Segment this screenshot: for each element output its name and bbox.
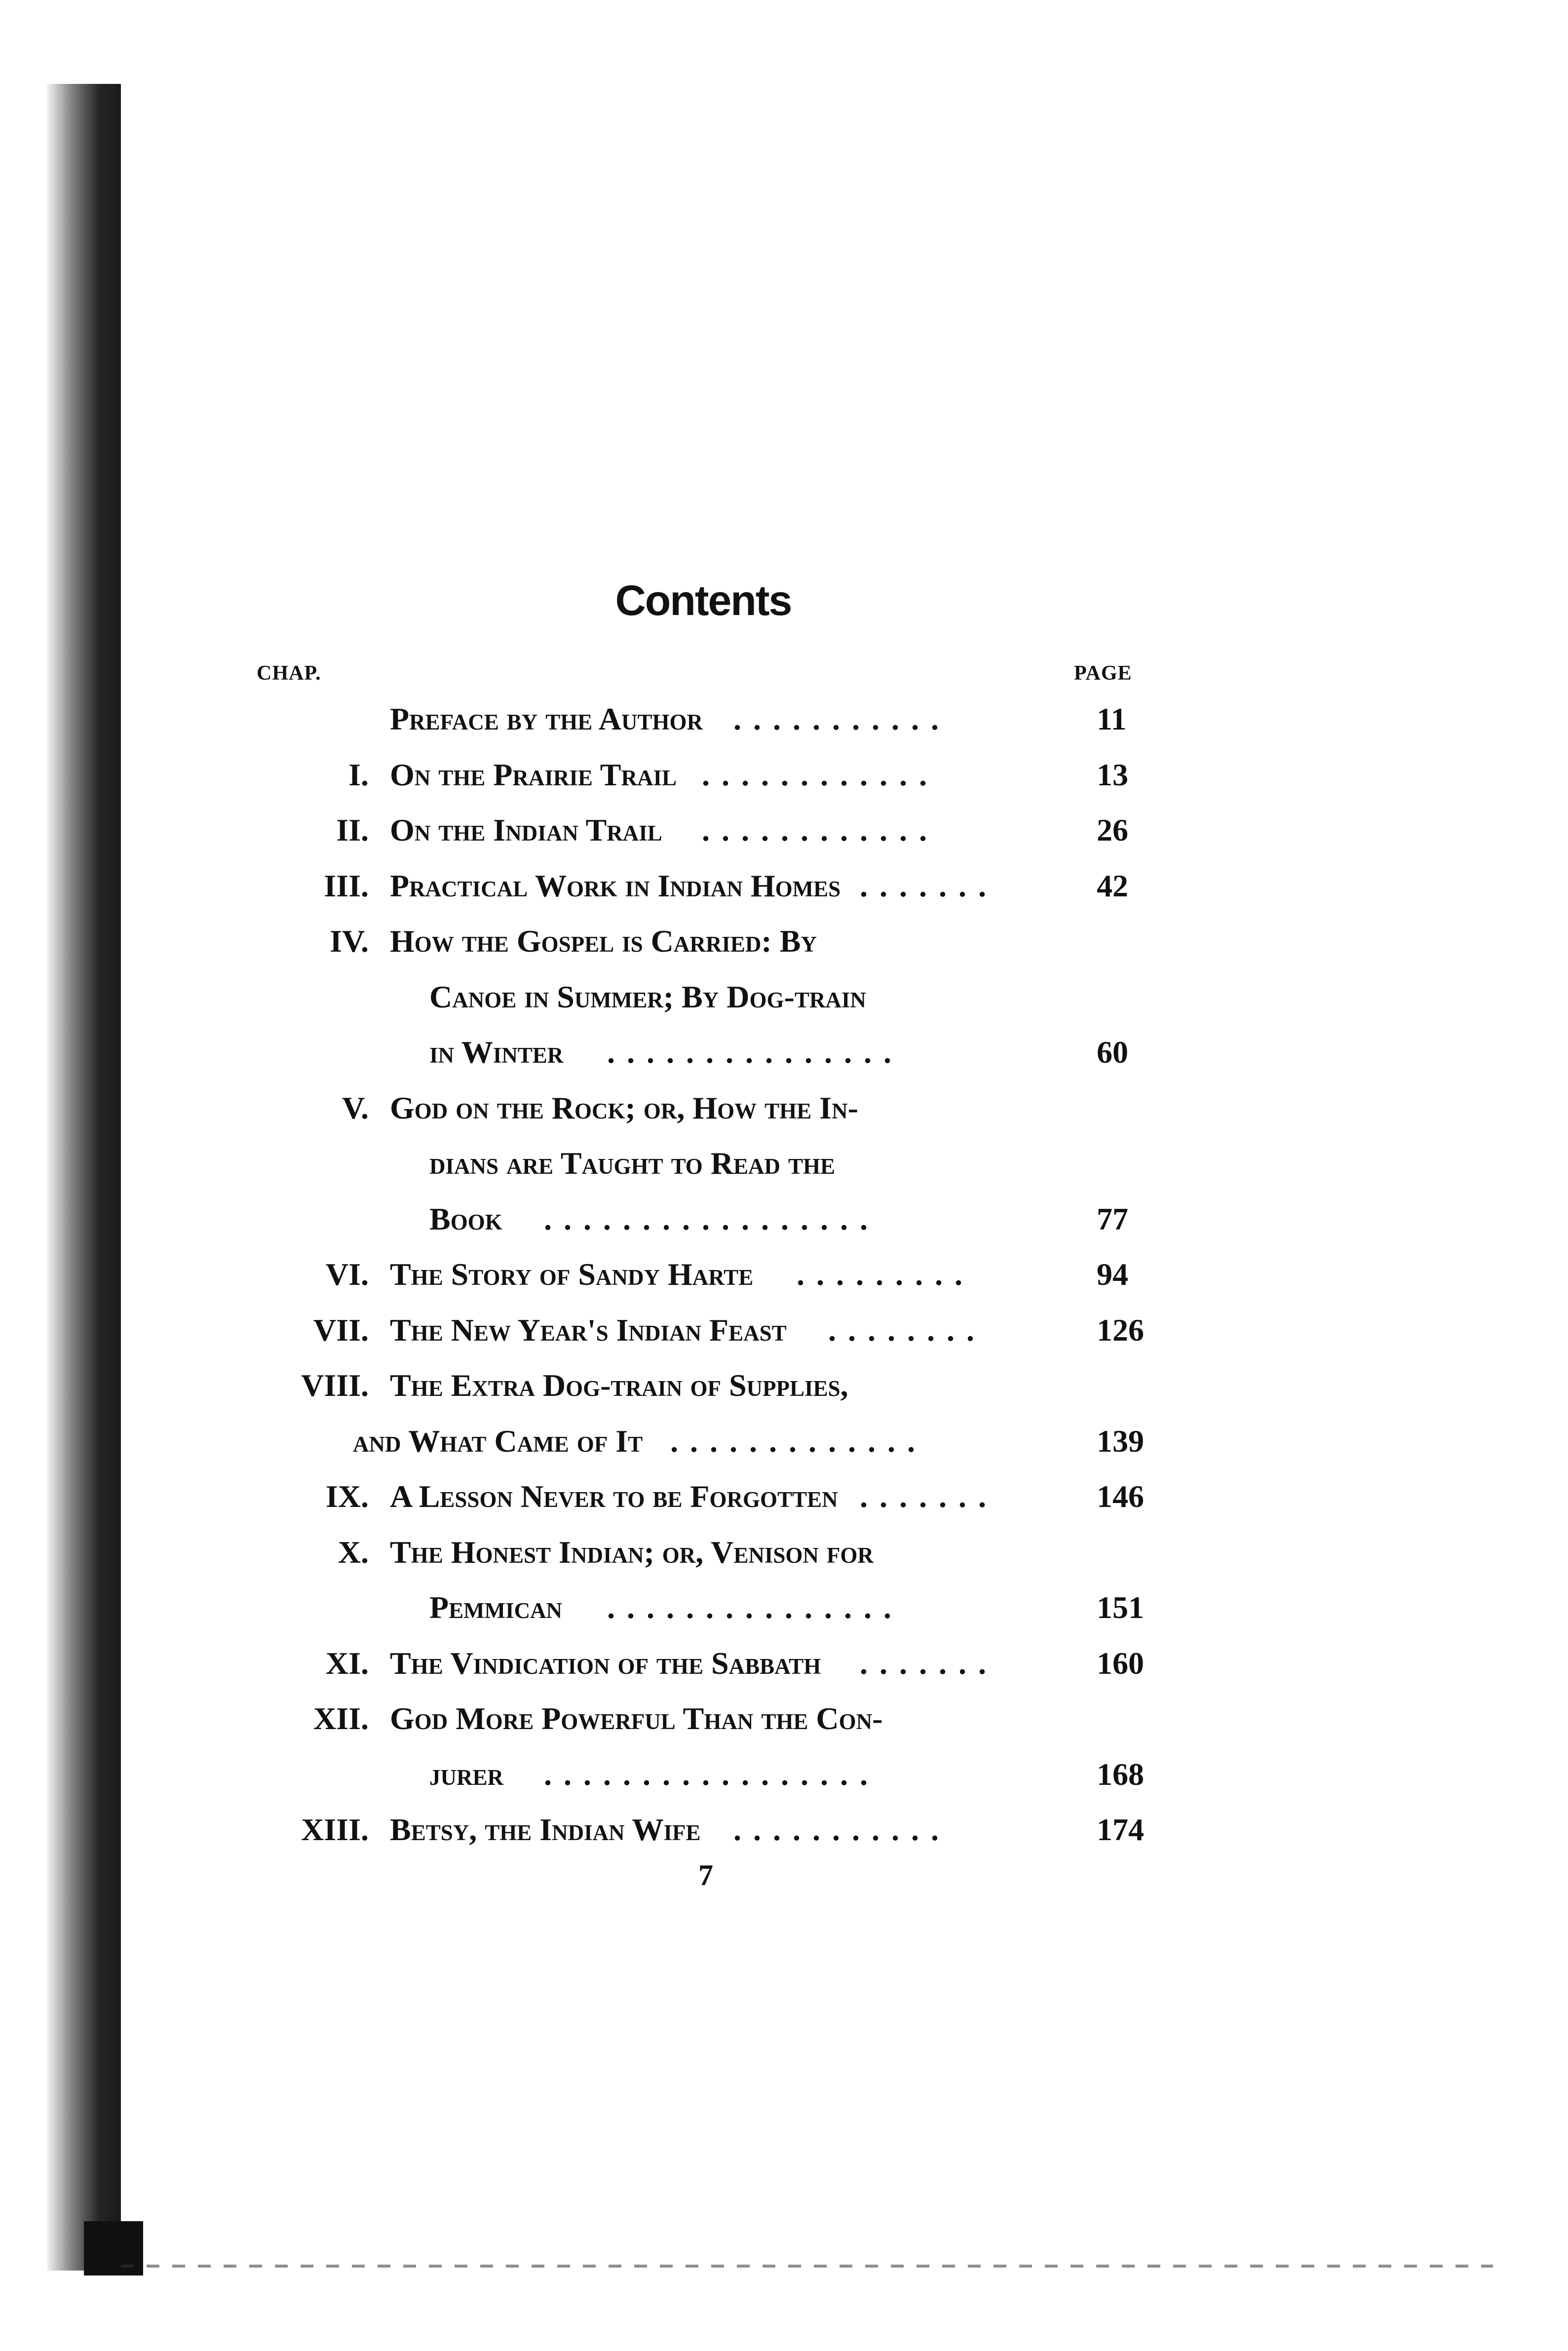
page-folio: 7 bbox=[698, 1859, 713, 1891]
chapter-title-line: Preface by the Author bbox=[390, 701, 703, 736]
page-number: 160 bbox=[1097, 1645, 1144, 1681]
chapter-number: V. bbox=[342, 1090, 369, 1125]
chapter-title-line: The Story of Sandy Harte bbox=[390, 1257, 754, 1292]
chapter-title-line: and What Came of It bbox=[353, 1423, 643, 1459]
leader-dots: ................. bbox=[544, 1201, 880, 1236]
chapter-title-line: in Winter bbox=[429, 1035, 564, 1070]
toc-line bbox=[0, 1201, 1568, 1250]
toc-line bbox=[0, 923, 1568, 972]
toc-line bbox=[0, 1312, 1568, 1361]
chapter-title-line: God More Powerful Than the Con- bbox=[390, 1701, 883, 1736]
chapter-title-line: Canoe in Summer; By Dog-train bbox=[429, 979, 866, 1014]
toc-line bbox=[0, 1700, 1568, 1750]
chapter-number: XI. bbox=[325, 1645, 369, 1681]
toc-line bbox=[0, 1645, 1568, 1695]
chapter-number: XIII. bbox=[301, 1812, 369, 1847]
toc-line bbox=[0, 1534, 1568, 1583]
chapter-title-line: The Vindication of the Sabbath bbox=[390, 1645, 821, 1681]
page-number: 168 bbox=[1097, 1756, 1144, 1792]
page-number: 94 bbox=[1097, 1257, 1128, 1292]
toc-line bbox=[0, 757, 1568, 806]
toc-line bbox=[0, 1589, 1568, 1639]
page-number: 77 bbox=[1097, 1201, 1128, 1236]
chapter-title-line: On the Indian Trail bbox=[390, 812, 662, 848]
chapter-title-line: On the Prairie Trail bbox=[390, 757, 677, 792]
page-number: 60 bbox=[1097, 1035, 1128, 1070]
chapter-number: VI. bbox=[325, 1257, 369, 1292]
contents-title: Contents bbox=[615, 577, 792, 624]
page-number: 26 bbox=[1097, 812, 1128, 848]
page-number: 11 bbox=[1097, 701, 1127, 736]
chapter-title-line: The New Year's Indian Feast bbox=[390, 1312, 787, 1348]
leader-dots: ....... bbox=[860, 1479, 998, 1514]
toc-line bbox=[0, 1756, 1568, 1806]
chapter-number: XII. bbox=[313, 1701, 369, 1736]
scan-bottom-edge bbox=[121, 2265, 1493, 2268]
toc-line bbox=[0, 979, 1568, 1028]
page-column-header: PAGE bbox=[1074, 662, 1132, 685]
toc-line bbox=[0, 1478, 1568, 1528]
toc-line bbox=[0, 868, 1568, 917]
toc-line bbox=[0, 1145, 1568, 1195]
page-number: 13 bbox=[1097, 757, 1128, 792]
toc-line bbox=[0, 1090, 1568, 1139]
chapter-number: I. bbox=[348, 757, 369, 792]
page-number: 139 bbox=[1097, 1423, 1144, 1459]
toc-line bbox=[0, 1256, 1568, 1306]
toc-line bbox=[0, 1367, 1568, 1417]
leader-dots: ................. bbox=[544, 1756, 880, 1792]
chapter-title-line: Betsy, the Indian Wife bbox=[390, 1812, 701, 1847]
chapter-title-line: The Honest Indian; or, Venison for bbox=[390, 1534, 874, 1570]
toc-line bbox=[0, 1423, 1568, 1472]
chapter-title-line: How the Gospel is Carried: By bbox=[390, 924, 817, 959]
leader-dots: ............. bbox=[670, 1423, 927, 1459]
page-number: 146 bbox=[1097, 1479, 1144, 1514]
chapter-number: IX. bbox=[325, 1479, 369, 1514]
chap-column-header: CHAP. bbox=[257, 662, 321, 685]
chapter-title-line: A Lesson Never to be Forgotten bbox=[390, 1479, 838, 1514]
page-number: 151 bbox=[1097, 1590, 1144, 1625]
leader-dots: ............... bbox=[607, 1590, 903, 1625]
leader-dots: ............ bbox=[702, 757, 939, 792]
leader-dots: ........... bbox=[733, 1812, 951, 1847]
chapter-title-line: Practical Work in Indian Homes bbox=[390, 868, 841, 903]
leader-dots: ........... bbox=[733, 701, 951, 736]
chapter-number: VIII. bbox=[301, 1368, 369, 1403]
page-number: 126 bbox=[1097, 1312, 1144, 1348]
chapter-title-line: Pemmican bbox=[429, 1590, 563, 1625]
chapter-title-line: The Extra Dog-train of Supplies, bbox=[390, 1368, 848, 1403]
toc-line bbox=[0, 701, 1568, 750]
toc-line bbox=[0, 1034, 1568, 1083]
leader-dots: ....... bbox=[860, 868, 998, 903]
leader-dots: ....... bbox=[860, 1645, 998, 1681]
chapter-title-line: dians are Taught to Read the bbox=[429, 1146, 836, 1181]
chapter-title-line: God on the Rock; or, How the In- bbox=[390, 1090, 858, 1125]
leader-dots: ........ bbox=[828, 1312, 986, 1348]
chapter-title-line: jurer bbox=[429, 1756, 504, 1792]
page-number: 174 bbox=[1097, 1812, 1144, 1847]
chapter-number: II. bbox=[336, 812, 369, 848]
chapter-number: III. bbox=[324, 868, 369, 903]
chapter-number: X. bbox=[338, 1534, 369, 1570]
leader-dots: ............ bbox=[702, 812, 939, 848]
toc-line bbox=[0, 812, 1568, 861]
chapter-number: VII. bbox=[313, 1312, 369, 1348]
chapter-number: IV. bbox=[330, 924, 369, 959]
toc-line bbox=[0, 1811, 1568, 1861]
chapter-title-line: Book bbox=[429, 1201, 502, 1236]
leader-dots: ......... bbox=[797, 1257, 974, 1292]
page-number: 42 bbox=[1097, 868, 1128, 903]
leader-dots: ............... bbox=[607, 1035, 903, 1070]
